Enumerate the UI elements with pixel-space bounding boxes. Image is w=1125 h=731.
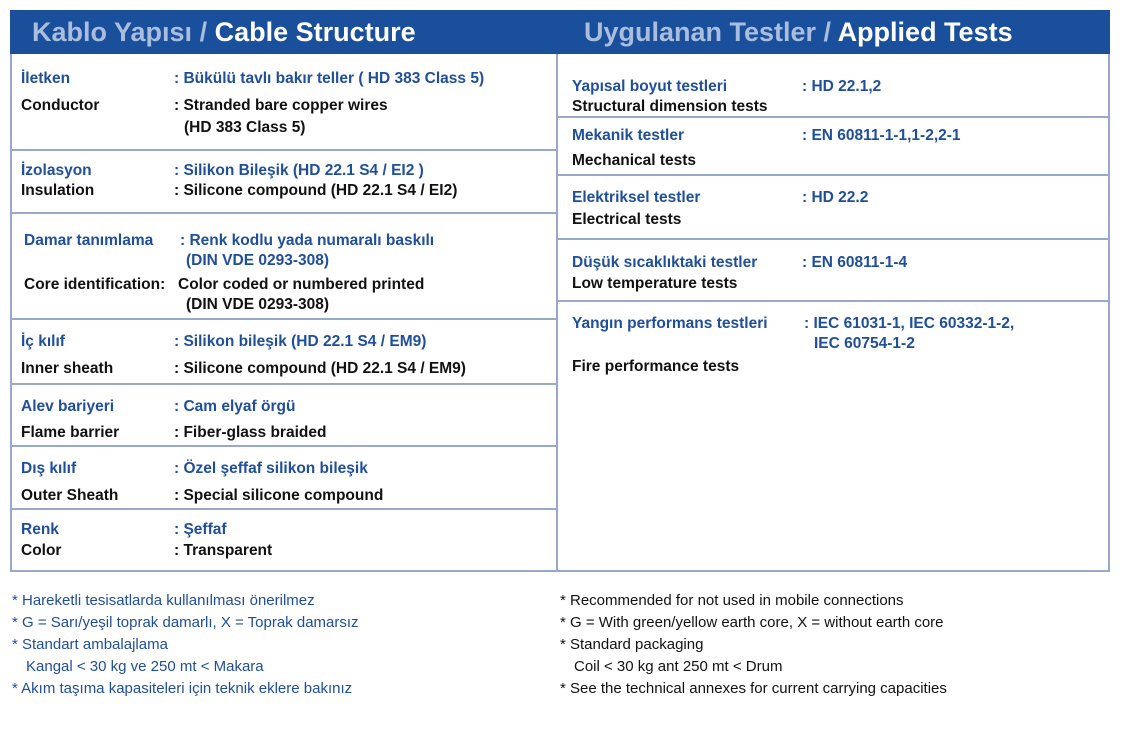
note-en: * See the technical annexes for current carrying capacities <box>560 680 947 697</box>
cable-structure-title-en: Cable Structure <box>214 17 416 47</box>
structure-value-tr: : Özel şeffaf silikon bileşik <box>174 460 368 477</box>
test-row-fire-performance <box>558 302 1108 572</box>
note-tr: * Standart ambalajlama <box>12 636 168 653</box>
structure-label-tr: Dış kılıf <box>21 460 77 477</box>
test-label-tr: Yangın performans testleri <box>572 315 768 332</box>
structure-value-en-2: (HD 383 Class 5) <box>184 119 306 136</box>
test-label-en: Low temperature tests <box>572 275 738 292</box>
cable-structure-header <box>10 10 558 54</box>
note-en: * G = With green/yellow earth core, X = without earth core <box>560 614 944 631</box>
note-en: Coil < 30 kg ant 250 mt < Drum <box>574 658 783 675</box>
structure-label-en: Inner sheath <box>21 360 114 377</box>
test-label-en: Fire performance tests <box>572 358 740 375</box>
test-value: : IEC 61031-1, IEC 60332-1-2, <box>804 315 1015 332</box>
structure-row-color <box>12 510 556 572</box>
test-label-tr: Elektriksel testler <box>572 189 701 206</box>
structure-label-en: Flame barrier <box>21 424 120 441</box>
applied-tests-header <box>558 10 1110 54</box>
structure-value-en: : Fiber-glass braided <box>174 424 327 441</box>
structure-value-en-2: (DIN VDE 0293-308) <box>186 296 330 313</box>
structure-value-tr: : Şeffaf <box>174 521 227 538</box>
structure-value-tr-2: (DIN VDE 0293-308) <box>186 252 330 269</box>
structure-label-tr: İletken <box>21 70 71 87</box>
test-row-mechanical <box>558 118 1108 176</box>
structure-row-flame-barrier <box>12 385 556 447</box>
test-row-low-temperature <box>558 240 1108 302</box>
structure-label-en: Core identification: <box>24 276 166 293</box>
structure-value-en: : Special silicone compound <box>174 487 384 504</box>
test-label-tr: Düşük sıcaklıktaki testler <box>572 254 758 271</box>
structure-row-core-identification <box>12 214 556 320</box>
note-tr: * Akım taşıma kapasiteleri için teknik eklere bakınız <box>12 680 353 697</box>
structure-value-tr: : Silikon Bileşik (HD 22.1 S4 / EI2 ) <box>174 162 424 179</box>
structure-label-en: Insulation <box>21 182 95 199</box>
structure-row-inner-sheath <box>12 320 556 385</box>
structure-value-tr: : Renk kodlu yada numaralı baskılı <box>180 232 435 249</box>
applied-tests-title-tr: Uygulanan Testler / <box>584 17 832 47</box>
structure-label-en: Color <box>21 542 62 559</box>
test-label-tr: Mekanik testler <box>572 127 684 144</box>
structure-row-insulation <box>12 151 556 214</box>
notes-english <box>560 590 947 700</box>
structure-row-outer-sheath <box>12 447 556 510</box>
notes-turkish <box>12 590 359 700</box>
structure-label-tr: İzolasyon <box>21 162 92 179</box>
structure-value-en: : Transparent <box>174 542 273 559</box>
note-tr: * G = Sarı/yeşil toprak damarlı, X = Toprak damarsız <box>12 614 359 631</box>
structure-label-en: Conductor <box>21 97 100 114</box>
cable-structure-title-tr: Kablo Yapısı / <box>32 17 208 47</box>
note-tr: Kangal < 30 kg ve 250 mt < Makara <box>26 658 264 675</box>
structure-value-tr: : Silikon bileşik (HD 22.1 S4 / EM9) <box>174 333 427 350</box>
test-label-en: Mechanical tests <box>572 152 697 169</box>
structure-label-tr: Renk <box>21 521 59 538</box>
structure-value-en: : Silicone compound (HD 22.1 S4 / EI2) <box>174 182 458 199</box>
test-row-electrical <box>558 176 1108 240</box>
note-tr: * Hareketli tesisatlarda kullanılması önerilmez <box>12 592 315 609</box>
note-en: * Standard packaging <box>560 636 704 653</box>
structure-label-tr: Alev bariyeri <box>21 398 115 415</box>
note-en: * Recommended for not used in mobile connections <box>560 592 904 609</box>
test-value: : HD 22.2 <box>802 189 869 206</box>
test-value: : EN 60811-1-1,1-2,2-1 <box>802 127 961 144</box>
test-row-structural <box>558 54 1108 118</box>
applied-tests-panel <box>558 54 1110 572</box>
test-value: : HD 22.1,2 <box>802 78 882 95</box>
test-label-tr: Yapısal boyut testleri <box>572 78 728 95</box>
structure-value-tr: : Bükülü tavlı bakır teller ( HD 383 Class 5) <box>174 70 485 87</box>
test-label-en: Electrical tests <box>572 211 682 228</box>
structure-value-tr: : Cam elyaf örgü <box>174 398 296 415</box>
applied-tests-title-en: Applied Tests <box>837 17 1013 47</box>
test-value: : EN 60811-1-4 <box>802 254 908 271</box>
structure-value-en: : Silicone compound (HD 22.1 S4 / EM9) <box>174 360 466 377</box>
structure-value-en: : Stranded bare copper wires <box>174 97 388 114</box>
test-label-en: Structural dimension tests <box>572 98 768 115</box>
structure-value-en: Color coded or numbered printed <box>178 276 425 293</box>
structure-label-tr: İç kılıf <box>21 333 65 350</box>
test-value-2: IEC 60754-1-2 <box>814 335 915 352</box>
cable-structure-panel <box>10 54 558 572</box>
structure-label-en: Outer Sheath <box>21 487 119 504</box>
structure-label-tr: Damar tanımlama <box>24 232 154 249</box>
structure-row-conductor <box>12 54 556 151</box>
